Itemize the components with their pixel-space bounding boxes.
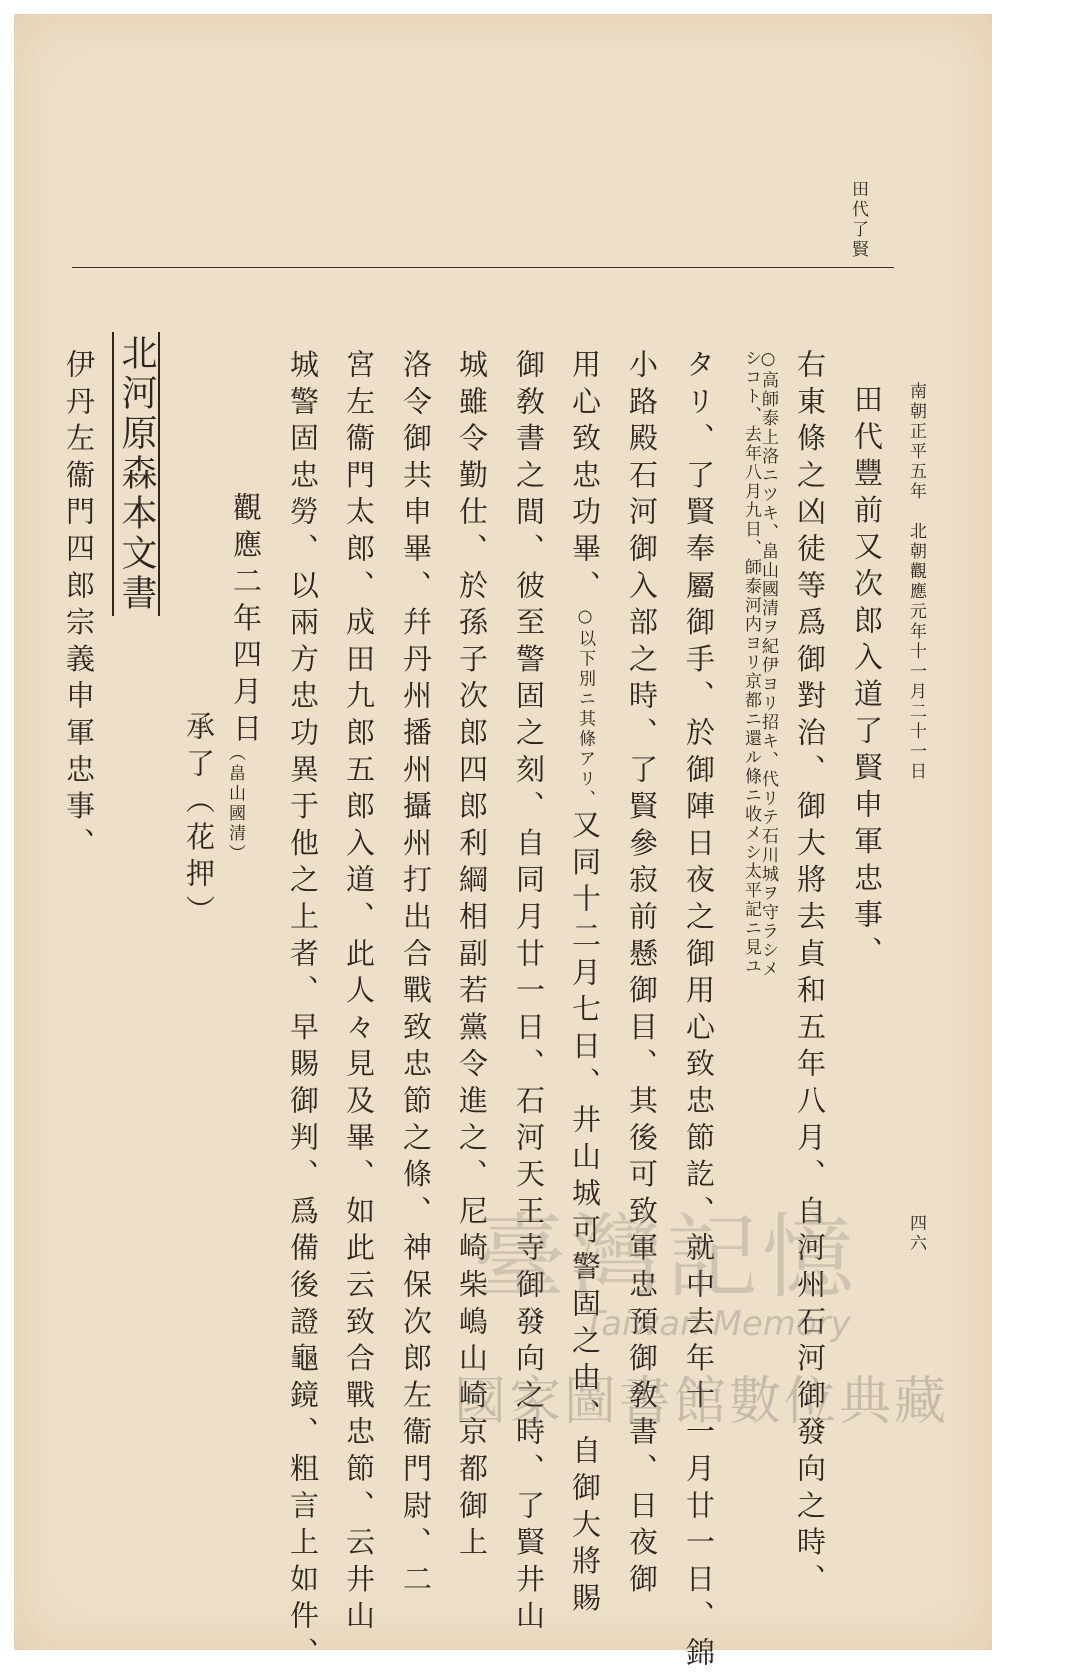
text-column: 小路殿石河御入部之時、了賢參寂前懸御目、其後可致軍忠預御敎書、日夜御 — [625, 349, 659, 1601]
text-column: 用心致忠功畢、○以下別ニ其條アリ、又同十二月七日、井山城可警固之由、自御大將賜 — [568, 349, 602, 1620]
watermark-logo: 臺灣記憶 — [474, 1204, 859, 1311]
gloss-line-left: シコト、去年八月九日、師泰河内ヨリ京都ニ還ル條ニ收メシ太平記ニ見ユ — [741, 349, 761, 976]
text-column: 城雖令勤仕、於孫子次郎四郎利綱相副若黨令進之、尼崎柴嶋山崎京都御上 — [455, 349, 489, 1564]
document-date: 觀應二年四月日 — [229, 492, 263, 750]
text-column: タリ、了賢奉屬御手、於御陣日夜之御用心致忠節訖、就中去年十一月廿一日、錦 — [682, 349, 716, 1674]
text-column: 宮左衞門太郎、成田九郎五郎入道、此人々見及畢、如此云致合戰忠節、云井山 — [342, 349, 376, 1637]
text-column: 城警固忠勞、以兩方忠功異于他之上者、早賜御判、爲備後證龜鏡、粗言上如件、 — [286, 349, 320, 1674]
section-heading: 北河原森本文書 — [112, 332, 160, 616]
gloss-line-right: ○高師泰上洛ニツキ、畠山國清ヲ紀伊ヨリ招キ、代リテ石川城ヲ守ラシメ — [758, 349, 778, 979]
text-column: 御敎書之間、彼至警固之刻、自同月廿一日、石河天王寺御發向之時、了賢井山 — [512, 349, 546, 1637]
document-page — [14, 14, 992, 1674]
page-number: 四六 — [906, 1214, 926, 1254]
running-header-date: 南朝正平五年 北朝觀應元年十一月二十一日 — [906, 382, 926, 782]
text-column: 洛令御共申畢、幷丹州播州攝州打出合戰致忠節之條、神保次郎左衞門尉、二 — [399, 349, 433, 1601]
signature-note: （畠山國清） — [225, 744, 245, 864]
running-header-title: 田代了賢 — [848, 180, 868, 260]
header-rule — [72, 267, 894, 268]
watermark-english: Taiwan Memory — [584, 1304, 851, 1344]
text-column: 右東條之凶徒等爲御對治、御大將去貞和五年八月、自河州石河御發向之時、 — [793, 349, 827, 1601]
watermark-chinese: 國家圖書館數位典藏 — [454, 1372, 950, 1432]
text-column: 伊丹左衞門四郎宗義申軍忠事、 — [62, 349, 96, 865]
signature-line: 承了（花押） — [182, 711, 216, 932]
document-title: 田代豐前又次郎入道了賢申軍忠事、 — [850, 384, 884, 973]
